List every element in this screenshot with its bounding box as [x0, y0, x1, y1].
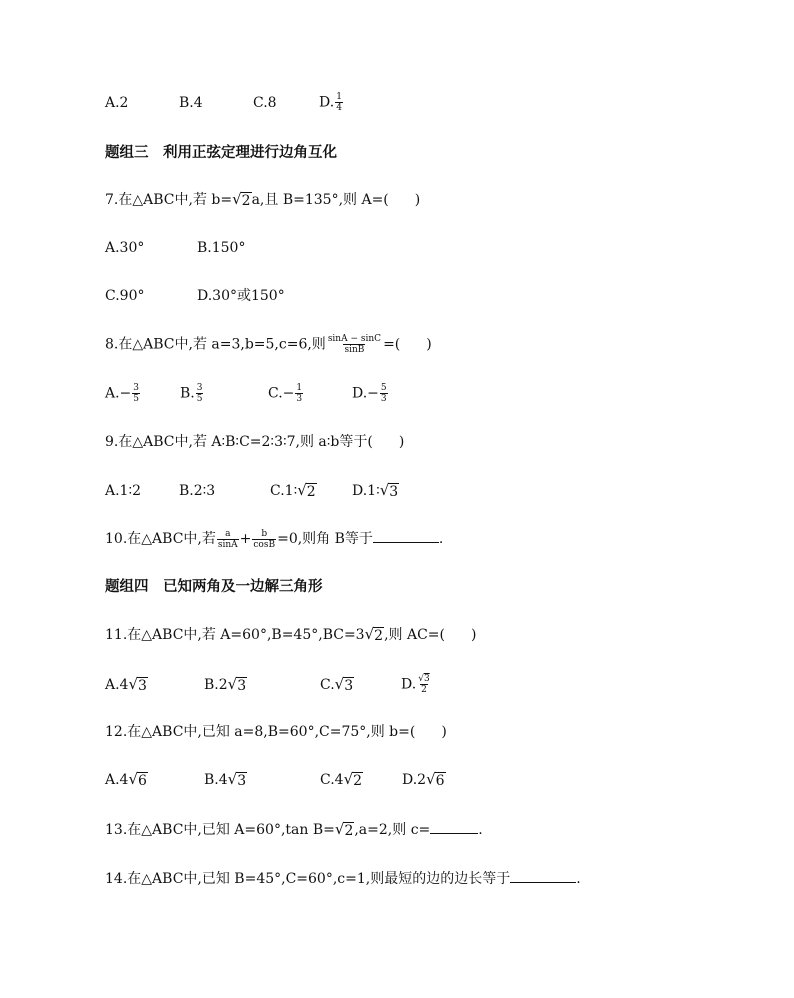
question-14: 14.在△ABC中,已知 B=45°,C=60°,c=1,则最短的边的边长等于 . [105, 868, 581, 889]
question-7: 7.在△ABC中,若 b= √ 2 a,且 B=135°,则 A=( ) [105, 190, 421, 209]
q11-option-a: A.4 √ 3 [105, 674, 147, 694]
q12-option-d: D.2 √ 6 [402, 770, 445, 789]
q11-options [105, 674, 432, 695]
answer-blank[interactable] [510, 868, 576, 883]
q8-option-b: B. $\frac{3}{5}$ [180, 383, 203, 404]
question-11: 11.在△ABC中,若 A=60°,B=45°,BC=3 √ 2 ,则 AC=( ) [105, 625, 477, 644]
sqrt-2: √ 2 [232, 190, 251, 209]
q9-option-c: C.1∶ √ 2 [270, 481, 316, 500]
q7-options-row1 [105, 238, 245, 258]
group3-heading: 题组三 利用正弦定理进行边角互化 [105, 145, 337, 161]
answer-blank[interactable] [373, 528, 439, 543]
q6-option-b: B.4 [179, 94, 203, 111]
q7-option-c: C.90° [105, 288, 145, 304]
q8-option-a: A.− $\frac{3}{5}$ [105, 383, 140, 404]
q7-option-b: B.150° [197, 240, 246, 256]
q12-option-c: C.4 √ 2 [320, 770, 363, 789]
q12-option-b: B.4 √ 3 [204, 770, 247, 789]
question-10: 10.在△ABC中,若 $\frac{a}{\sin A}$ + $\frac{b}{\cos B}$ =0,则角 B等于 . [105, 528, 444, 550]
q11-option-c: C. √ 3 [320, 674, 354, 694]
q7-options-row2 [105, 286, 285, 306]
q9-option-a: A.1∶2 [105, 483, 142, 499]
q9-option-d: D.1∶ √ 3 [352, 481, 399, 500]
q6-option-c: C.8 [253, 94, 277, 111]
q8-options [105, 383, 389, 404]
question-12: 12.在△ABC中,已知 a=8,B=60°,C=75°,则 b=( ) [105, 724, 447, 740]
q9-options [105, 481, 399, 501]
q12-options [105, 770, 446, 790]
q7-option-a: A.30° [105, 240, 145, 256]
question-8: 8.在△ABC中,若 a=3,b=5,c=6,则 $\frac{\sin A - \sin C}{\sin B}$ =( ) [105, 334, 432, 355]
q12-option-a: A.4 √ 6 [105, 770, 147, 789]
q9-option-b: B.2∶3 [179, 483, 216, 499]
question-9: 9.在△ABC中,若 A∶B∶C=2∶3∶7,则 a∶b等于( ) [105, 434, 405, 450]
q11-option-d: D. $\frac{√3}{2}$ [401, 674, 430, 695]
q6-options [105, 92, 344, 113]
q8-option-d: D.− $\frac{5}{3}$ [352, 383, 387, 404]
q6-option-d: D. $\frac{1}{4}$ [319, 92, 342, 113]
q8-fraction: $\frac{\sin A - \sin C}{\sin B}$ [327, 334, 382, 355]
q11-option-b: B.2 √ 3 [204, 674, 247, 694]
q6-option-a: A.2 [105, 94, 129, 111]
q7-option-d: D.30°或150° [197, 288, 285, 304]
answer-blank[interactable] [430, 819, 478, 834]
q8-option-c: C.− $\frac{1}{3}$ [268, 383, 303, 404]
group4-heading: 题组四 已知两角及一边解三角形 [105, 579, 323, 595]
question-13: 13.在△ABC中,已知 A=60°,tan B= √ 2 ,a=2,则 c= . [105, 820, 483, 839]
